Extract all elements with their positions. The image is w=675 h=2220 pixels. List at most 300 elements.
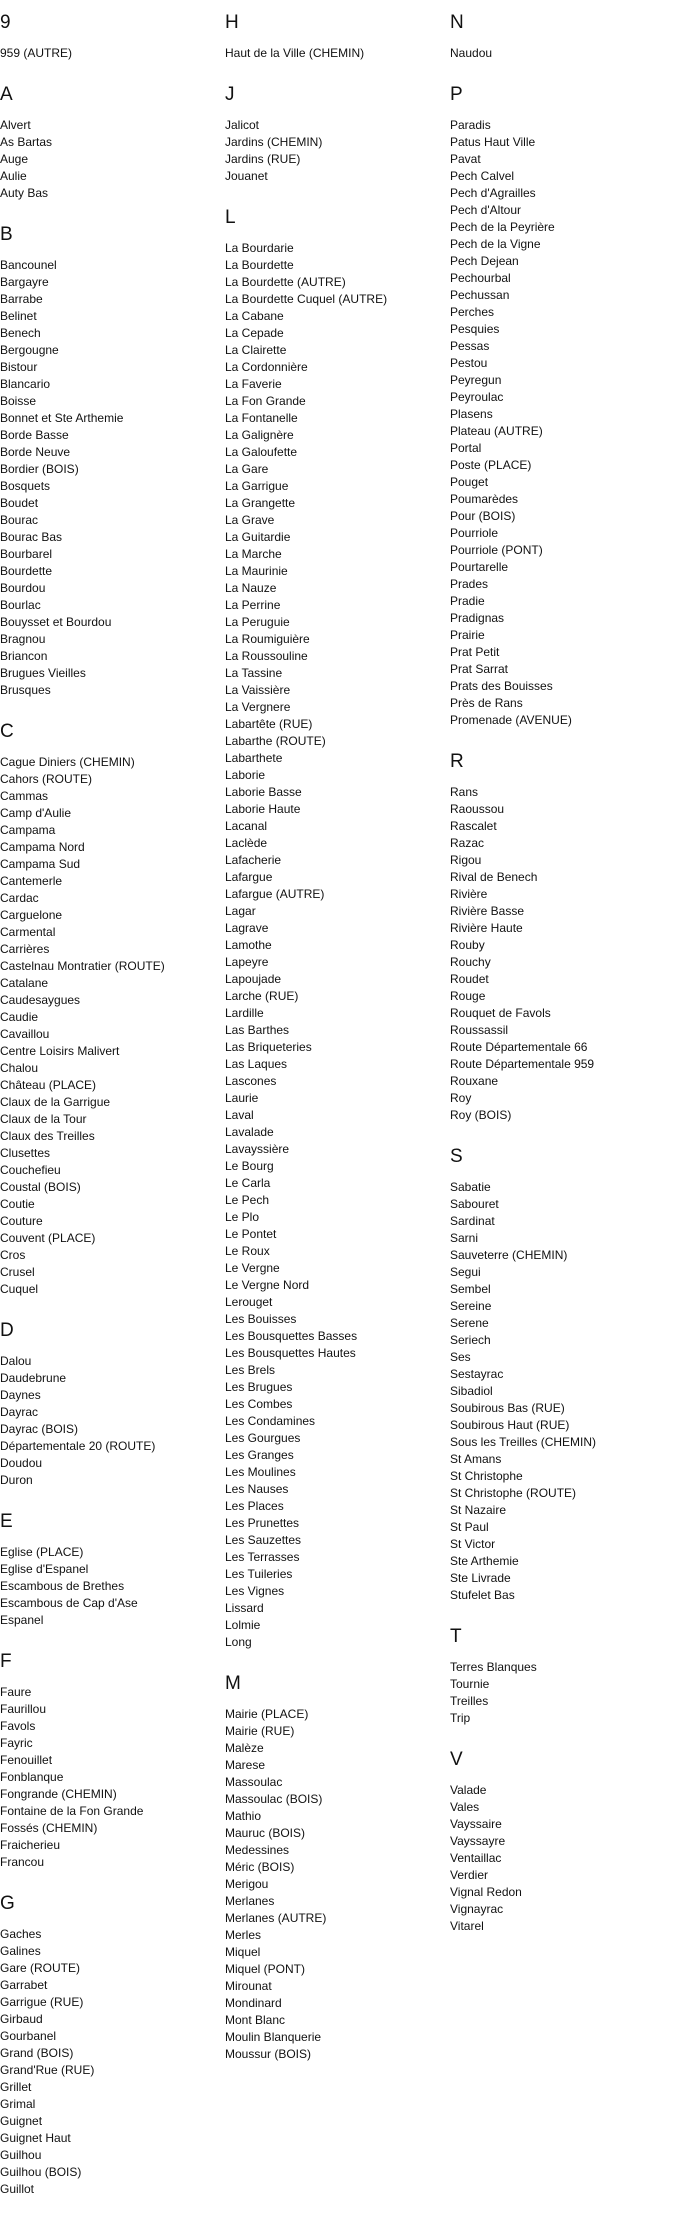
street-link[interactable]: Soubirous Bas (RUE) bbox=[450, 1401, 565, 1415]
street-link[interactable]: Prats des Bouisses bbox=[450, 679, 553, 693]
street-link[interactable]: St Christophe bbox=[450, 1469, 523, 1483]
street-link[interactable]: Escambous de Cap d'Ase bbox=[0, 1596, 138, 1610]
street-link[interactable]: Roy (BOIS) bbox=[450, 1108, 512, 1122]
street-link[interactable]: Benech bbox=[0, 326, 41, 340]
street-link[interactable]: Guignet Haut bbox=[0, 2131, 71, 2145]
street-link[interactable]: Château (PLACE) bbox=[0, 1078, 97, 1092]
street-link[interactable]: Massoulac (BOIS) bbox=[225, 1792, 323, 1806]
street-link[interactable]: Sibadiol bbox=[450, 1384, 493, 1398]
street-link[interactable]: Paradis bbox=[450, 118, 491, 132]
street-link[interactable]: Lolmie bbox=[225, 1618, 261, 1632]
street-link[interactable]: Las Laques bbox=[225, 1057, 288, 1071]
street-link[interactable]: Poste (PLACE) bbox=[450, 458, 532, 472]
street-link[interactable]: Brugues Vieilles bbox=[0, 666, 86, 680]
street-link[interactable]: Carrières bbox=[0, 942, 50, 956]
street-link[interactable]: Brusques bbox=[0, 683, 51, 697]
street-link[interactable]: La Garrigue bbox=[225, 479, 289, 493]
street-link[interactable]: Caudesaygues bbox=[0, 993, 81, 1007]
street-link[interactable]: Rouby bbox=[450, 938, 485, 952]
street-link[interactable]: La Marche bbox=[225, 547, 282, 561]
street-link[interactable]: Pouget bbox=[450, 475, 489, 489]
street-link[interactable]: Près de Rans bbox=[450, 696, 523, 710]
street-link[interactable]: La Nauze bbox=[225, 581, 277, 595]
street-link[interactable]: Pech Dejean bbox=[450, 254, 519, 268]
street-link[interactable]: Les Bouisses bbox=[225, 1312, 297, 1326]
street-link[interactable]: Haut de la Ville (CHEMIN) bbox=[225, 46, 365, 60]
street-link[interactable]: Serene bbox=[450, 1316, 489, 1330]
street-link[interactable]: Coutie bbox=[0, 1197, 35, 1211]
street-link[interactable]: Rivière Haute bbox=[450, 921, 523, 935]
street-link[interactable]: Clusettes bbox=[0, 1146, 51, 1160]
street-link[interactable]: Terres Blanques bbox=[450, 1660, 537, 1674]
street-link[interactable]: Vignal Redon bbox=[450, 1885, 522, 1899]
street-link[interactable]: Labarthete bbox=[225, 751, 283, 765]
street-link[interactable]: Claux des Treilles bbox=[0, 1129, 95, 1143]
street-link[interactable]: Portal bbox=[450, 441, 482, 455]
street-link[interactable]: Fenouillet bbox=[0, 1753, 53, 1767]
street-link[interactable]: Fraicherieu bbox=[0, 1838, 61, 1852]
street-link[interactable]: Camp d'Aulie bbox=[0, 806, 71, 820]
street-link[interactable]: Bancounel bbox=[0, 258, 57, 272]
street-link[interactable]: Escambous de Brethes bbox=[0, 1579, 125, 1593]
street-link[interactable]: Roudet bbox=[450, 972, 489, 986]
street-link[interactable]: Mauruc (BOIS) bbox=[225, 1826, 306, 1840]
street-link[interactable]: Guilhou bbox=[0, 2148, 42, 2162]
street-link[interactable]: Sembel bbox=[450, 1282, 491, 1296]
street-link[interactable]: La Grangette bbox=[225, 496, 296, 510]
street-link[interactable]: Blancario bbox=[0, 377, 51, 391]
street-link[interactable]: Massoulac bbox=[225, 1775, 283, 1789]
street-link[interactable]: Bourbarel bbox=[0, 547, 53, 561]
street-link[interactable]: Pesquies bbox=[450, 322, 500, 336]
street-link[interactable]: Ventaillac bbox=[450, 1851, 502, 1865]
street-link[interactable]: St Amans bbox=[450, 1452, 502, 1466]
street-link[interactable]: Long bbox=[225, 1635, 252, 1649]
street-link[interactable]: La Faverie bbox=[225, 377, 282, 391]
street-link[interactable]: La Guitardie bbox=[225, 530, 291, 544]
street-link[interactable]: Bourac bbox=[0, 513, 39, 527]
street-link[interactable]: Treilles bbox=[450, 1694, 489, 1708]
street-link[interactable]: Borde Neuve bbox=[0, 445, 71, 459]
street-link[interactable]: Lafargue bbox=[225, 870, 273, 884]
street-link[interactable]: Bourdou bbox=[0, 581, 46, 595]
street-link[interactable]: Sardinat bbox=[450, 1214, 495, 1228]
street-link[interactable]: Razac bbox=[450, 836, 485, 850]
street-link[interactable]: Galines bbox=[0, 1944, 41, 1958]
street-link[interactable]: Merlanes (AUTRE) bbox=[225, 1911, 327, 1925]
street-link[interactable]: Peyroulac bbox=[450, 390, 504, 404]
street-link[interactable]: Pavat bbox=[450, 152, 481, 166]
street-link[interactable]: Laborie Haute bbox=[225, 802, 301, 816]
street-link[interactable]: Laborie Basse bbox=[225, 785, 302, 799]
street-link[interactable]: Bergougne bbox=[0, 343, 59, 357]
street-link[interactable]: Bordier (BOIS) bbox=[0, 462, 79, 476]
street-link[interactable]: Prat Sarrat bbox=[450, 662, 509, 676]
street-link[interactable]: Rival de Benech bbox=[450, 870, 538, 884]
street-link[interactable]: Couchefieu bbox=[0, 1163, 61, 1177]
street-link[interactable]: Tournie bbox=[450, 1677, 490, 1691]
street-link[interactable]: La Bourdarie bbox=[225, 241, 294, 255]
street-link[interactable]: Chalou bbox=[0, 1061, 39, 1075]
street-link[interactable]: Espanel bbox=[0, 1613, 44, 1627]
street-link[interactable]: Carmental bbox=[0, 925, 56, 939]
street-link[interactable]: Promenade (AVENUE) bbox=[450, 713, 572, 727]
street-link[interactable]: Mairie (RUE) bbox=[225, 1724, 295, 1738]
street-link[interactable]: St Nazaire bbox=[450, 1503, 507, 1517]
street-link[interactable]: Moussur (BOIS) bbox=[225, 2047, 312, 2061]
street-link[interactable]: Auty Bas bbox=[0, 186, 49, 200]
street-link[interactable]: Sabatie bbox=[450, 1180, 491, 1194]
street-link[interactable]: Belinet bbox=[0, 309, 37, 323]
street-link[interactable]: Moulin Blanquerie bbox=[225, 2030, 322, 2044]
street-link[interactable]: Claux de la Tour bbox=[0, 1112, 87, 1126]
street-link[interactable]: Peyregun bbox=[450, 373, 502, 387]
street-link[interactable]: La Cabane bbox=[225, 309, 284, 323]
street-link[interactable]: Faure bbox=[0, 1685, 32, 1699]
street-link[interactable]: Le Plo bbox=[225, 1210, 260, 1224]
street-link[interactable]: Guillot bbox=[0, 2182, 35, 2196]
street-link[interactable]: Dalou bbox=[0, 1354, 32, 1368]
street-link[interactable]: Roussassil bbox=[450, 1023, 509, 1037]
street-link[interactable]: Pour (BOIS) bbox=[450, 509, 516, 523]
street-link[interactable]: Crusel bbox=[0, 1265, 35, 1279]
street-link[interactable]: La Fon Grande bbox=[225, 394, 306, 408]
street-link[interactable]: La Galignère bbox=[225, 428, 294, 442]
street-link[interactable]: Mairie (PLACE) bbox=[225, 1707, 309, 1721]
street-link[interactable]: St Paul bbox=[450, 1520, 489, 1534]
street-link[interactable]: Pourtarelle bbox=[450, 560, 509, 574]
street-link[interactable]: Garrigue (RUE) bbox=[0, 1995, 84, 2009]
street-link[interactable]: Les Vignes bbox=[225, 1584, 285, 1598]
street-link[interactable]: Claux de la Garrigue bbox=[0, 1095, 111, 1109]
street-link[interactable]: La Perrine bbox=[225, 598, 281, 612]
street-link[interactable]: La Roumiguière bbox=[225, 632, 310, 646]
street-link[interactable]: Centre Loisirs Malivert bbox=[0, 1044, 120, 1058]
street-link[interactable]: La Tassine bbox=[225, 666, 283, 680]
street-link[interactable]: Bistour bbox=[0, 360, 38, 374]
street-link[interactable]: Le Vergne bbox=[225, 1261, 280, 1275]
street-link[interactable]: Poumarèdes bbox=[450, 492, 519, 506]
street-link[interactable]: Prairie bbox=[450, 628, 485, 642]
street-link[interactable]: Le Pontet bbox=[225, 1227, 277, 1241]
street-link[interactable]: Jalicot bbox=[225, 118, 260, 132]
street-link[interactable]: Lapoujade bbox=[225, 972, 282, 986]
street-link[interactable]: Les Condamines bbox=[225, 1414, 316, 1428]
street-link[interactable]: Couvent (PLACE) bbox=[0, 1231, 96, 1245]
street-link[interactable]: Guilhou (BOIS) bbox=[0, 2165, 82, 2179]
street-link[interactable]: Catalane bbox=[0, 976, 49, 990]
street-link[interactable]: Miquel bbox=[225, 1945, 261, 1959]
street-link[interactable]: St Christophe (ROUTE) bbox=[450, 1486, 577, 1500]
street-link[interactable]: Campama Sud bbox=[0, 857, 81, 871]
street-link[interactable]: Vales bbox=[450, 1800, 480, 1814]
street-link[interactable]: Cardac bbox=[0, 891, 39, 905]
street-link[interactable]: Verdier bbox=[450, 1868, 489, 1882]
street-link[interactable]: 959 (AUTRE) bbox=[0, 46, 73, 60]
street-link[interactable]: Rigou bbox=[450, 853, 482, 867]
street-link[interactable]: Carguelone bbox=[0, 908, 63, 922]
street-link[interactable]: Lavalade bbox=[225, 1125, 274, 1139]
street-link[interactable]: Grillet bbox=[0, 2080, 32, 2094]
street-link[interactable]: Marese bbox=[225, 1758, 266, 1772]
street-link[interactable]: Bargayre bbox=[0, 275, 49, 289]
street-link[interactable]: Segui bbox=[450, 1265, 481, 1279]
street-link[interactable]: Gaches bbox=[0, 1927, 42, 1941]
street-link[interactable]: Sabouret bbox=[450, 1197, 499, 1211]
street-link[interactable]: Eglise (PLACE) bbox=[0, 1545, 84, 1559]
street-link[interactable]: Auge bbox=[0, 152, 29, 166]
street-link[interactable]: Cros bbox=[0, 1248, 26, 1262]
street-link[interactable]: La Peruguie bbox=[225, 615, 290, 629]
street-link[interactable]: Boisse bbox=[0, 394, 37, 408]
street-link[interactable]: As Bartas bbox=[0, 135, 53, 149]
street-link[interactable]: Dayrac (BOIS) bbox=[0, 1422, 79, 1436]
street-link[interactable]: Caudie bbox=[0, 1010, 39, 1024]
street-link[interactable]: Eglise d'Espanel bbox=[0, 1562, 89, 1576]
street-link[interactable]: Naudou bbox=[450, 46, 493, 60]
street-link[interactable]: Les Places bbox=[225, 1499, 284, 1513]
street-link[interactable]: Les Bousquettes Basses bbox=[225, 1329, 358, 1343]
street-link[interactable]: Vayssaire bbox=[450, 1817, 502, 1831]
street-link[interactable]: Sauveterre (CHEMIN) bbox=[450, 1248, 568, 1262]
street-link[interactable]: Las Barthes bbox=[225, 1023, 290, 1037]
street-link[interactable]: Rouxane bbox=[450, 1074, 499, 1088]
street-link[interactable]: Le Carla bbox=[225, 1176, 271, 1190]
street-link[interactable]: Bourdette bbox=[0, 564, 53, 578]
street-link[interactable]: Bouysset et Bourdou bbox=[0, 615, 112, 629]
street-link[interactable]: La Gare bbox=[225, 462, 269, 476]
street-link[interactable]: Gourbanel bbox=[0, 2029, 57, 2043]
street-link[interactable]: Campama bbox=[0, 823, 56, 837]
street-link[interactable]: Perches bbox=[450, 305, 495, 319]
street-link[interactable]: Pechourbal bbox=[450, 271, 511, 285]
street-link[interactable]: Garrabet bbox=[0, 1978, 48, 1992]
street-link[interactable]: St Victor bbox=[450, 1537, 496, 1551]
street-link[interactable]: Pechussan bbox=[450, 288, 510, 302]
street-link[interactable]: Lascones bbox=[225, 1074, 277, 1088]
street-link[interactable]: Plasens bbox=[450, 407, 493, 421]
street-link[interactable]: Cavaillou bbox=[0, 1027, 50, 1041]
street-link[interactable]: Pech de la Vigne bbox=[450, 237, 541, 251]
street-link[interactable]: Girbaud bbox=[0, 2012, 43, 2026]
street-link[interactable]: Fongrande (CHEMIN) bbox=[0, 1787, 117, 1801]
street-link[interactable]: Mondinard bbox=[225, 1996, 282, 2010]
street-link[interactable]: Fossés (CHEMIN) bbox=[0, 1821, 98, 1835]
street-link[interactable]: Le Vergne Nord bbox=[225, 1278, 310, 1292]
street-link[interactable]: Plateau (AUTRE) bbox=[450, 424, 543, 438]
street-link[interactable]: La Maurinie bbox=[225, 564, 288, 578]
street-link[interactable]: Pessas bbox=[450, 339, 490, 353]
street-link[interactable]: Ste Livrade bbox=[450, 1571, 511, 1585]
street-link[interactable]: Duron bbox=[0, 1473, 33, 1487]
street-link[interactable]: Sestayrac bbox=[450, 1367, 504, 1381]
street-link[interactable]: La Grave bbox=[225, 513, 275, 527]
street-link[interactable]: Les Prunettes bbox=[225, 1516, 300, 1530]
street-link[interactable]: Le Roux bbox=[225, 1244, 270, 1258]
street-link[interactable]: La Clairette bbox=[225, 343, 287, 357]
street-link[interactable]: Pradie bbox=[450, 594, 485, 608]
street-link[interactable]: Daudebrune bbox=[0, 1371, 67, 1385]
street-link[interactable]: Pech d'Altour bbox=[450, 203, 521, 217]
street-link[interactable]: Stufelet Bas bbox=[450, 1588, 515, 1602]
street-link[interactable]: Merles bbox=[225, 1928, 262, 1942]
street-link[interactable]: Les Tuileries bbox=[225, 1567, 293, 1581]
street-link[interactable]: Aulie bbox=[0, 169, 27, 183]
street-link[interactable]: Prat Petit bbox=[450, 645, 500, 659]
street-link[interactable]: La Galoufette bbox=[225, 445, 298, 459]
street-link[interactable]: Trip bbox=[450, 1711, 471, 1725]
street-link[interactable]: Bourlac bbox=[0, 598, 41, 612]
street-link[interactable]: Bragnou bbox=[0, 632, 46, 646]
street-link[interactable]: Pech de la Peyrière bbox=[450, 220, 555, 234]
street-link[interactable]: Lagrave bbox=[225, 921, 269, 935]
street-link[interactable]: Route Départementale 959 bbox=[450, 1057, 595, 1071]
street-link[interactable]: Lagar bbox=[225, 904, 256, 918]
street-link[interactable]: Briancon bbox=[0, 649, 48, 663]
street-link[interactable]: Pech Calvel bbox=[450, 169, 515, 183]
street-link[interactable]: Favols bbox=[0, 1719, 36, 1733]
street-link[interactable]: Les Nauses bbox=[225, 1482, 289, 1496]
street-link[interactable]: Route Départementale 66 bbox=[450, 1040, 588, 1054]
street-link[interactable]: Rivière bbox=[450, 887, 488, 901]
street-link[interactable]: Gare (ROUTE) bbox=[0, 1961, 81, 1975]
street-link[interactable]: Merigou bbox=[225, 1877, 269, 1891]
street-link[interactable]: Merlanes bbox=[225, 1894, 275, 1908]
street-link[interactable]: Grimal bbox=[0, 2097, 36, 2111]
street-link[interactable]: Prades bbox=[450, 577, 489, 591]
street-link[interactable]: Lafargue (AUTRE) bbox=[225, 887, 325, 901]
street-link[interactable]: Lissard bbox=[225, 1601, 264, 1615]
street-link[interactable]: Roy bbox=[450, 1091, 472, 1105]
street-link[interactable]: Jardins (RUE) bbox=[225, 152, 301, 166]
street-link[interactable]: Grand'Rue (RUE) bbox=[0, 2063, 95, 2077]
street-link[interactable]: Labartête (RUE) bbox=[225, 717, 313, 731]
street-link[interactable]: Départementale 20 (ROUTE) bbox=[0, 1439, 156, 1453]
street-link[interactable]: Jardins (CHEMIN) bbox=[225, 135, 323, 149]
street-link[interactable]: Lardille bbox=[225, 1006, 264, 1020]
street-link[interactable]: Le Pech bbox=[225, 1193, 270, 1207]
street-link[interactable]: Sous les Treilles (CHEMIN) bbox=[450, 1435, 597, 1449]
street-link[interactable]: Les Gourgues bbox=[225, 1431, 301, 1445]
street-link[interactable]: Dayrac bbox=[0, 1405, 39, 1419]
street-link[interactable]: Ses bbox=[450, 1350, 471, 1364]
street-link[interactable]: Campama Nord bbox=[0, 840, 85, 854]
street-link[interactable]: Pourriole (PONT) bbox=[450, 543, 543, 557]
street-link[interactable]: Faurillou bbox=[0, 1702, 47, 1716]
street-link[interactable]: La Cepade bbox=[225, 326, 284, 340]
street-link[interactable]: Miquel (PONT) bbox=[225, 1962, 306, 1976]
street-link[interactable]: Fayric bbox=[0, 1736, 33, 1750]
street-link[interactable]: Les Bousquettes Hautes bbox=[225, 1346, 356, 1360]
street-link[interactable]: La Vergnere bbox=[225, 700, 291, 714]
street-link[interactable]: Bourac Bas bbox=[0, 530, 63, 544]
street-link[interactable]: Borde Basse bbox=[0, 428, 69, 442]
street-link[interactable]: La Bourdette bbox=[225, 258, 294, 272]
street-link[interactable]: Cahors (ROUTE) bbox=[0, 772, 93, 786]
street-link[interactable]: Medessines bbox=[225, 1843, 290, 1857]
street-link[interactable]: Cague Diniers (CHEMIN) bbox=[0, 755, 135, 769]
street-link[interactable]: Fontaine de la Fon Grande bbox=[0, 1804, 144, 1818]
street-link[interactable]: Lavayssière bbox=[225, 1142, 290, 1156]
street-link[interactable]: Coustal (BOIS) bbox=[0, 1180, 81, 1194]
street-link[interactable]: La Bourdette Cuquel (AUTRE) bbox=[225, 292, 388, 306]
street-link[interactable]: Grand (BOIS) bbox=[0, 2046, 74, 2060]
street-link[interactable]: Guignet bbox=[0, 2114, 43, 2128]
street-link[interactable]: Lapeyre bbox=[225, 955, 269, 969]
street-link[interactable]: Les Brugues bbox=[225, 1380, 293, 1394]
street-link[interactable]: Laurie bbox=[225, 1091, 259, 1105]
street-link[interactable]: Raoussou bbox=[450, 802, 505, 816]
street-link[interactable]: Larche (RUE) bbox=[225, 989, 299, 1003]
street-link[interactable]: Les Combes bbox=[225, 1397, 293, 1411]
street-link[interactable]: Las Briqueteries bbox=[225, 1040, 312, 1054]
street-link[interactable]: Les Moulines bbox=[225, 1465, 296, 1479]
street-link[interactable]: Pradignas bbox=[450, 611, 505, 625]
street-link[interactable]: Bonnet et Ste Arthemie bbox=[0, 411, 124, 425]
street-link[interactable]: Lerouget bbox=[225, 1295, 273, 1309]
street-link[interactable]: Lacanal bbox=[225, 819, 268, 833]
street-link[interactable]: Mont Blanc bbox=[225, 2013, 286, 2027]
street-link[interactable]: Jouanet bbox=[225, 169, 268, 183]
street-link[interactable]: La Vaissière bbox=[225, 683, 291, 697]
street-link[interactable]: Rascalet bbox=[450, 819, 497, 833]
street-link[interactable]: Sarni bbox=[450, 1231, 479, 1245]
street-link[interactable]: Laclède bbox=[225, 836, 268, 850]
street-link[interactable]: Pech d'Agrailles bbox=[450, 186, 536, 200]
street-link[interactable]: Les Terrasses bbox=[225, 1550, 300, 1564]
street-link[interactable]: Mathio bbox=[225, 1809, 262, 1823]
street-link[interactable]: Fonblanque bbox=[0, 1770, 64, 1784]
street-link[interactable]: Rouchy bbox=[450, 955, 491, 969]
street-link[interactable]: Les Sauzettes bbox=[225, 1533, 302, 1547]
street-link[interactable]: Pourriole bbox=[450, 526, 499, 540]
street-link[interactable]: Francou bbox=[0, 1855, 45, 1869]
street-link[interactable]: Patus Haut Ville bbox=[450, 135, 536, 149]
street-link[interactable]: La Fontanelle bbox=[225, 411, 298, 425]
street-link[interactable]: Malèze bbox=[225, 1741, 264, 1755]
street-link[interactable]: La Bourdette (AUTRE) bbox=[225, 275, 346, 289]
street-link[interactable]: Cuquel bbox=[0, 1282, 39, 1296]
street-link[interactable]: La Roussouline bbox=[225, 649, 308, 663]
street-link[interactable]: Cammas bbox=[0, 789, 49, 803]
street-link[interactable]: Alvert bbox=[0, 118, 31, 132]
street-link[interactable]: Lafacherie bbox=[225, 853, 282, 867]
street-link[interactable]: Sereine bbox=[450, 1299, 492, 1313]
street-link[interactable]: Ste Arthemie bbox=[450, 1554, 519, 1568]
street-link[interactable]: Bosquets bbox=[0, 479, 51, 493]
street-link[interactable]: Méric (BOIS) bbox=[225, 1860, 295, 1874]
street-link[interactable]: Barrabe bbox=[0, 292, 43, 306]
street-link[interactable]: Vignayrac bbox=[450, 1902, 504, 1916]
street-link[interactable]: Castelnau Montratier (ROUTE) bbox=[0, 959, 165, 973]
street-link[interactable]: Rans bbox=[450, 785, 479, 799]
street-link[interactable]: Labarthe (ROUTE) bbox=[225, 734, 326, 748]
street-link[interactable]: La Cordonnière bbox=[225, 360, 308, 374]
street-link[interactable]: Doudou bbox=[0, 1456, 43, 1470]
street-link[interactable]: Pestou bbox=[450, 356, 488, 370]
street-link[interactable]: Cantemerle bbox=[0, 874, 63, 888]
street-link[interactable]: Valade bbox=[450, 1783, 487, 1797]
street-link[interactable]: Vayssayre bbox=[450, 1834, 506, 1848]
street-link[interactable]: Lamothe bbox=[225, 938, 272, 952]
street-link[interactable]: Les Brels bbox=[225, 1363, 276, 1377]
street-link[interactable]: Seriech bbox=[450, 1333, 491, 1347]
street-link[interactable]: Daynes bbox=[0, 1388, 41, 1402]
street-link[interactable]: Mirounat bbox=[225, 1979, 272, 1993]
street-link[interactable]: Les Granges bbox=[225, 1448, 294, 1462]
street-link[interactable]: Le Bourg bbox=[225, 1159, 274, 1173]
street-link[interactable]: Boudet bbox=[0, 496, 39, 510]
